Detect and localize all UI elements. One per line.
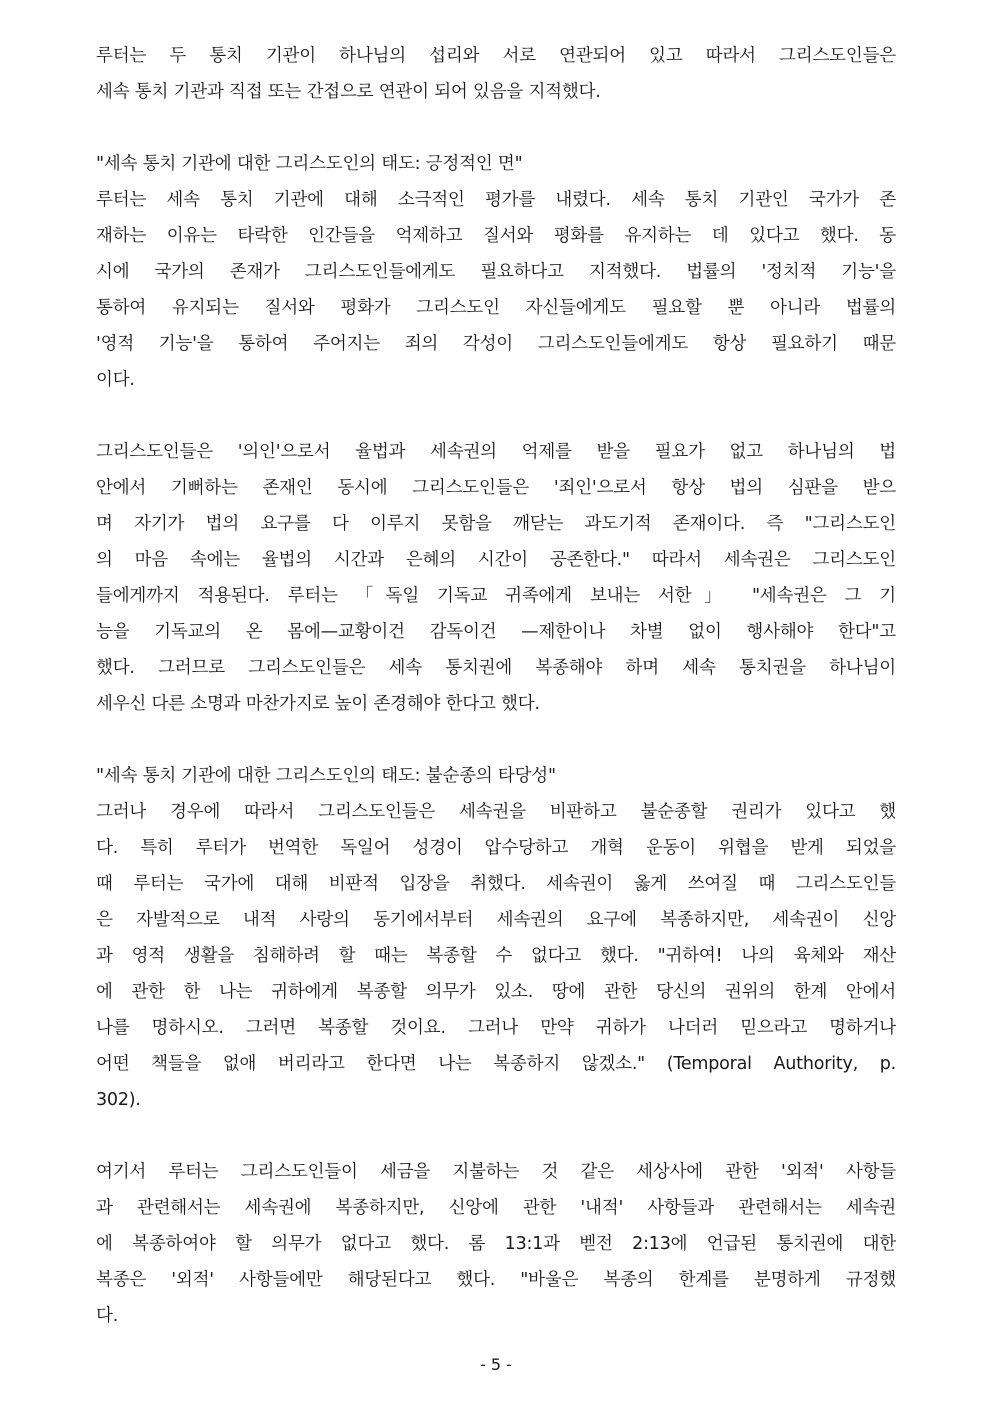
text-line: 능을 기독교의 온 몸에—교황이건 감독이건 —제한이나 차별 없이 행사해야 한다"고	[96, 622, 896, 642]
text-line: '영적 기능'을 통하여 주어지는 죄의 각성이 그리스도인들에게도 항상 필요하기 때문	[96, 334, 896, 354]
text-line: 루터는 두 통치 기관이 하나님의 섭리와 서로 연관되어 있고 따라서 그리스도인들은	[96, 46, 896, 66]
text-line: 시에 국가의 존재가 그리스도인들에게도 필요하다고 지적했다. 법률의 '정치적 기능'을	[96, 262, 896, 282]
text-line: 며 자기가 법의 요구를 다 이루지 못함을 깨닫는 과도기적 존재이다. 즉 "그리스도인	[96, 514, 896, 534]
paragraph	[96, 794, 896, 1118]
text-line: 루터는 세속 통치 기관에 대해 소극적인 평가를 내렸다. 세속 통치 기관인 국가가 존	[96, 190, 896, 210]
text-line: 그러나 경우에 따라서 그리스도인들은 세속권을 비판하고 불순종할 권리가 있다고 했	[96, 802, 896, 822]
text-line: 복종은 '외적' 사항들에만 해당된다고 했다. "바울은 복종의 한계를 분명하게 규정했	[96, 1270, 896, 1290]
text-line: 안에서 기뻐하는 존재인 동시에 그리스도인들은 '죄인'으로서 항상 법의 심판을 받으	[96, 478, 896, 498]
paragraph-gap	[96, 110, 896, 146]
text-line: 나를 명하시오. 그러면 복종할 것이요. 그러나 만약 귀하가 나더러 믿으라고 명하거나	[96, 1018, 896, 1038]
text-line: 다.	[96, 1306, 119, 1326]
text-line: 302).	[96, 1090, 141, 1110]
paragraph	[96, 1154, 896, 1334]
text-line: 했다. 그러므로 그리스도인들은 세속 통치권에 복종해야 하며 세속 통치권을 하나님이	[96, 658, 896, 678]
text-line: 이다.	[96, 370, 135, 390]
text-line: 세우신 다른 소명과 마찬가지로 높이 존경해야 한다고 했다.	[96, 694, 540, 714]
text-line: 의 마음 속에는 율법의 시간과 은혜의 시간이 공존한다." 따라서 세속권은 그리스도인	[96, 550, 896, 570]
section-heading: "세속 통치 기관에 대한 그리스도인의 태도: 긍정적인 면"	[96, 154, 523, 174]
paragraph	[96, 182, 896, 398]
paragraph	[96, 38, 896, 110]
document-page	[96, 38, 896, 1334]
text-line: 에 관한 한 나는 귀하에게 복종할 의무가 있소. 땅에 관한 당신의 권위의 한계 안에서	[96, 982, 896, 1002]
paragraph-gap	[96, 398, 896, 434]
text-line: 들에게까지 적용된다. 루터는 「독일 기독교 귀족에게 보내는 서한」 "세속권은 그 기	[96, 586, 896, 606]
text-line: 과 관련해서는 세속권에 복종하지만, 신앙에 관한 '내적' 사항들과 관련해서는 세속권	[96, 1198, 896, 1218]
text-line: 어떤 책들을 없애 버리라고 한다면 나는 복종하지 않겠소." (Temporal Authority, p.	[96, 1054, 896, 1074]
paragraph-gap	[96, 722, 896, 758]
text-line: 에 복종하여야 할 의무가 없다고 했다. 롬 13:1과 벧전 2:13에 언급된 통치권에 대한	[96, 1234, 896, 1254]
text-line: 세속 통치 기관과 직접 또는 간접으로 연관이 되어 있음을 지적했다.	[96, 82, 601, 102]
text-line: 은 자발적으로 내적 사랑의 동기에서부터 세속권의 요구에 복종하지만, 세속권이 신앙	[96, 910, 896, 930]
section-heading: "세속 통치 기관에 대한 그리스도인의 태도: 불순종의 타당성"	[96, 766, 556, 786]
text-line: 그리스도인들은 '의인'으로서 율법과 세속권의 억제를 받을 필요가 없고 하나님의 법	[96, 442, 896, 462]
text-line: 다. 특히 루터가 번역한 독일어 성경이 압수당하고 개혁 운동이 위협을 받게 되었을	[96, 838, 896, 858]
text-line: 여기서 루터는 그리스도인들이 세금을 지불하는 것 같은 세상사에 관한 '외적' 사항들	[96, 1162, 896, 1182]
page-number: - 5 -	[480, 1355, 512, 1374]
text-line: 재하는 이유는 타락한 인간들을 억제하고 질서와 평화를 유지하는 데 있다고 했다. 동	[96, 226, 896, 246]
paragraph-gap	[96, 1118, 896, 1154]
text-line: 과 영적 생활을 침해하려 할 때는 복종할 수 없다고 했다. "귀하여! 나의 육체와 재산	[96, 946, 896, 966]
text-line: 통하여 유지되는 질서와 평화가 그리스도인 자신들에게도 필요할 뿐 아니라 법률의	[96, 298, 896, 318]
text-line: 때 루터는 국가에 대해 비판적 입장을 취했다. 세속권이 옳게 쓰여질 때 그리스도인들	[96, 874, 896, 894]
paragraph	[96, 434, 896, 722]
